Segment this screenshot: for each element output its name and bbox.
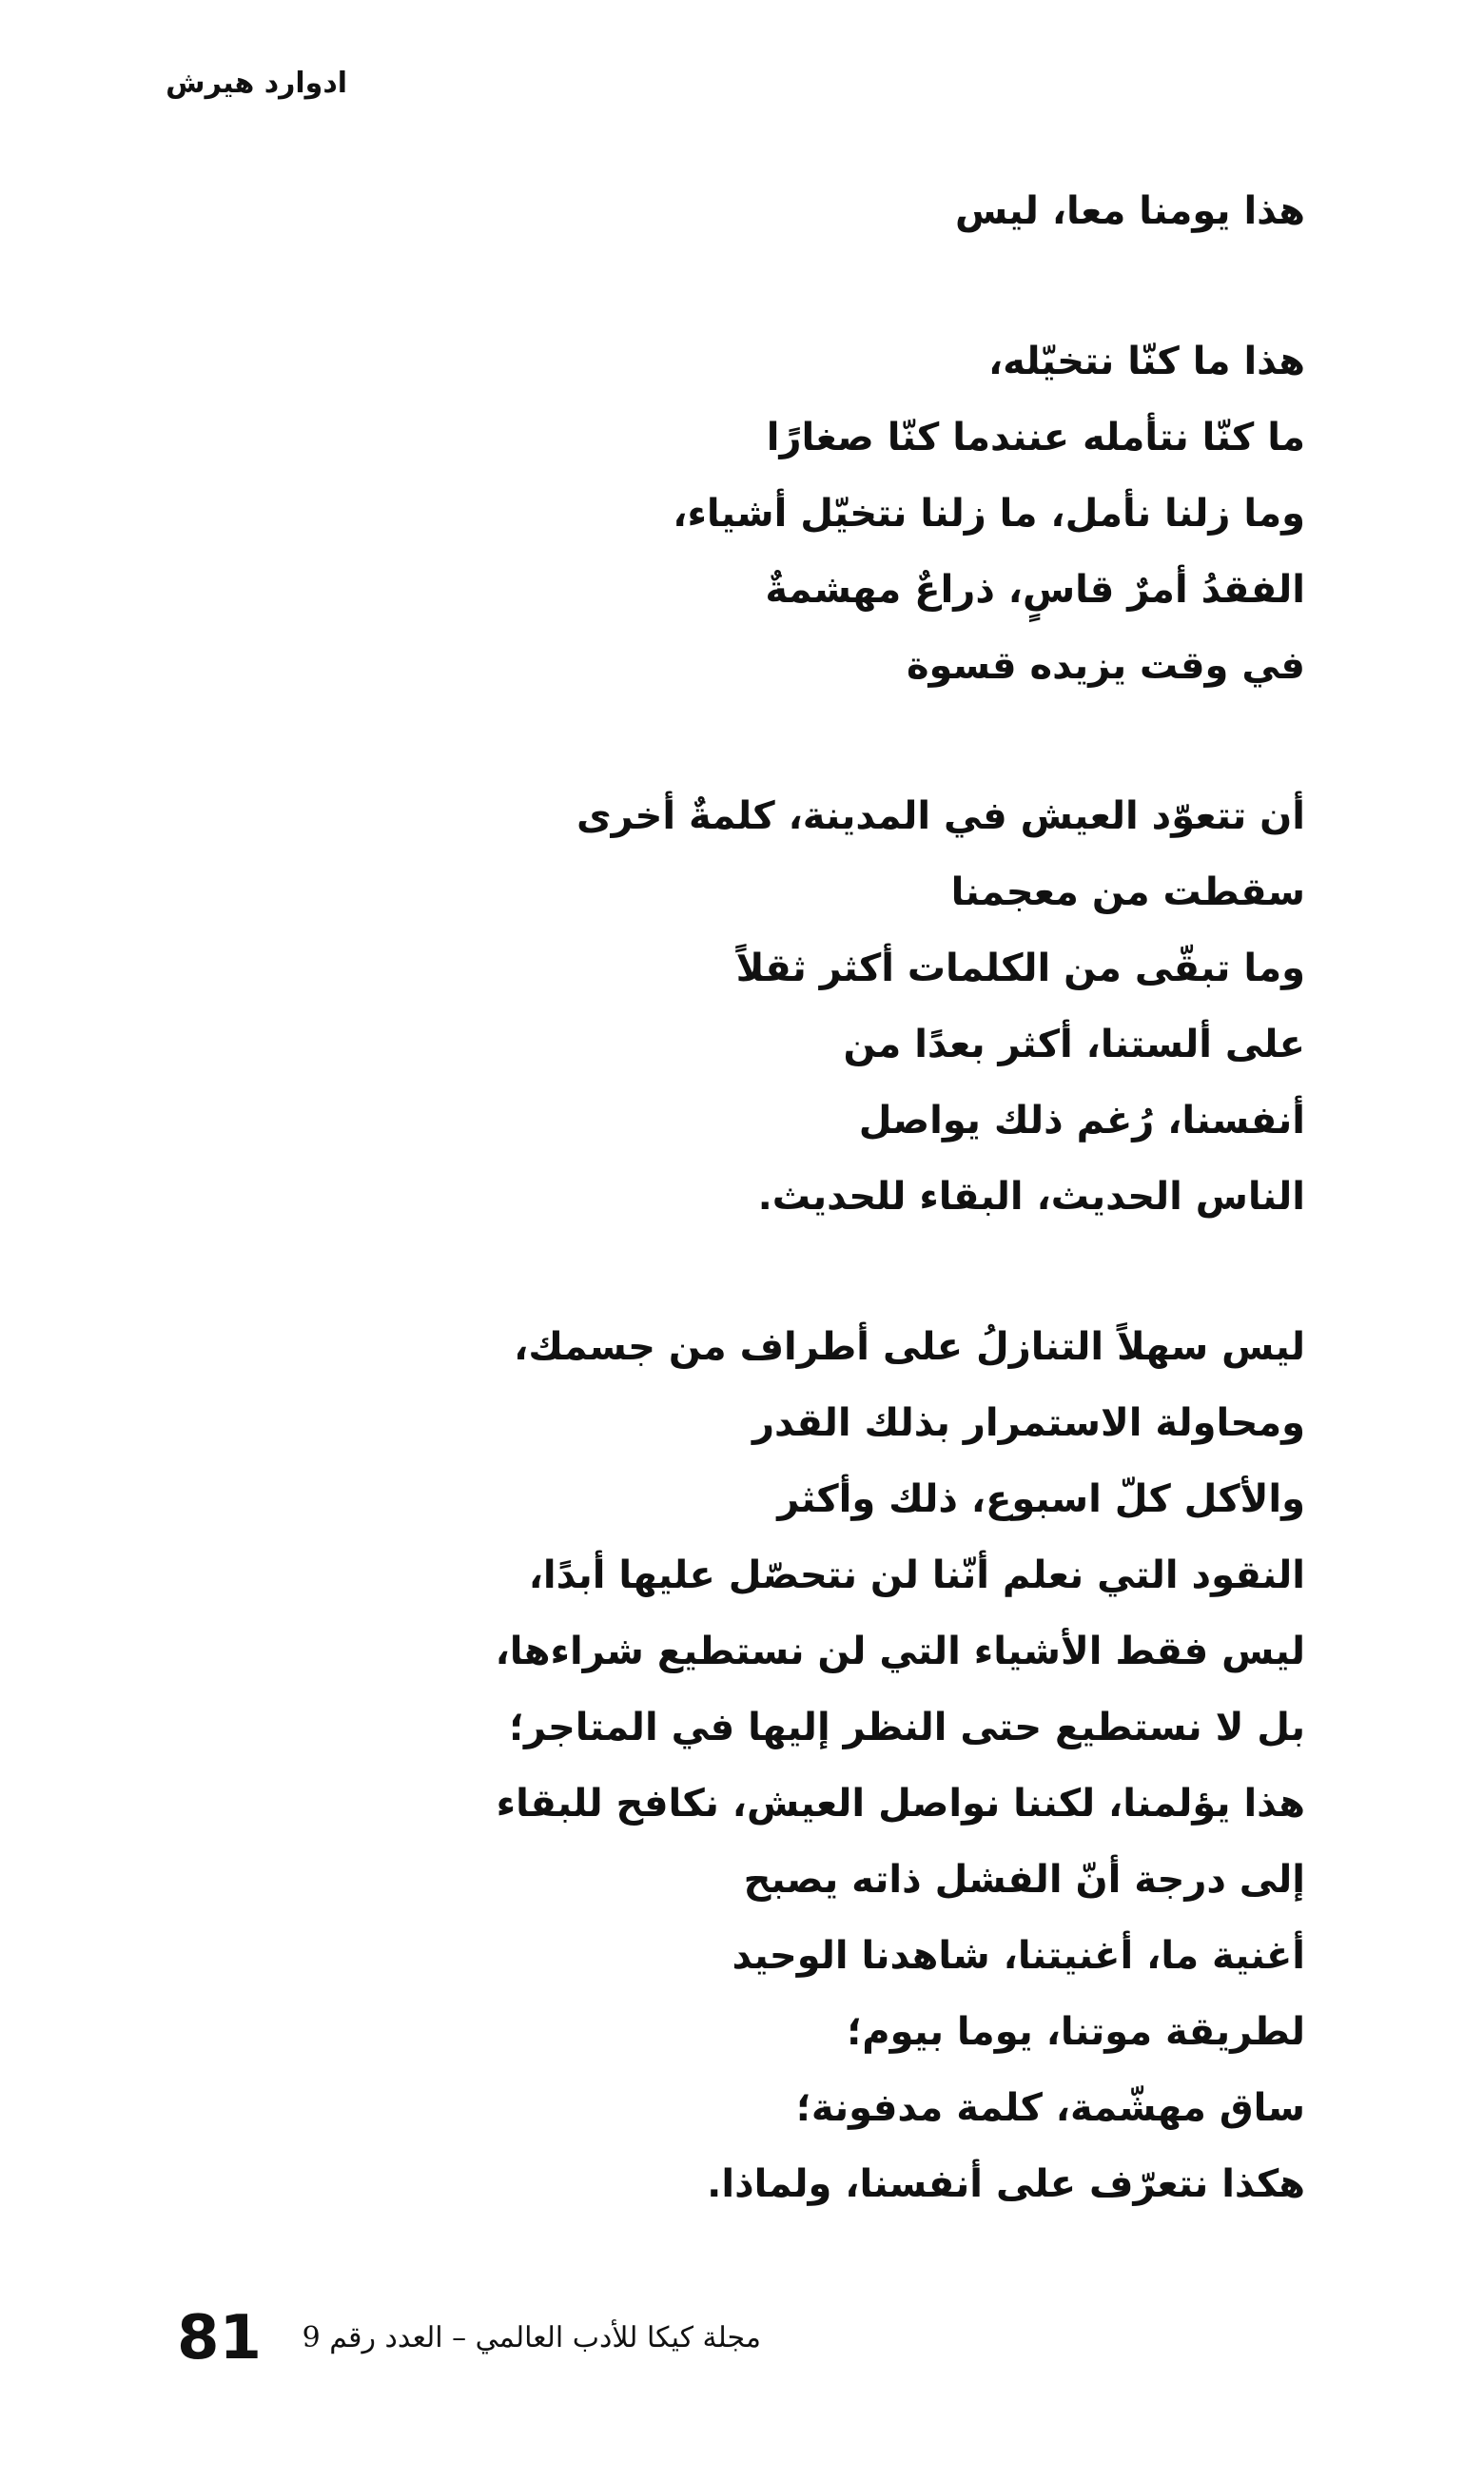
poem-line: إلى درجة أنّ الفشل ذاته يصبح bbox=[743, 1858, 1305, 1902]
poem-stanza-1 bbox=[496, 173, 1305, 249]
poem-line: ما كنّا نتأمله عنندما كنّا صغارًا bbox=[766, 416, 1305, 459]
poem bbox=[496, 173, 1305, 2222]
author-name: ادوارد هيرش bbox=[166, 67, 347, 100]
page-number: 81 bbox=[177, 2303, 263, 2374]
poem-line: النقود التي نعلم أنّنا لن نتحصّل عليها أبدًا، bbox=[528, 1553, 1305, 1597]
poem-line: هكذا نتعرّف على أنفسنا، ولماذا. bbox=[707, 2162, 1305, 2206]
poem-line: أغنية ما، أغنيتنا، شاهدنا الوحيد bbox=[732, 1934, 1305, 1978]
poem-line: هذا ما كنّا نتخيّله، bbox=[987, 340, 1305, 383]
poem-stanza-2 bbox=[496, 323, 1305, 704]
stanza-gap bbox=[496, 1235, 1305, 1309]
poem-line: هذا يومنا معا، ليس bbox=[955, 189, 1305, 233]
poem-line: الفقدُ أمرٌ قاسٍ، ذراعٌ مهشمةٌ bbox=[765, 568, 1305, 612]
poem-line: سقطت من معجمنا bbox=[950, 870, 1305, 914]
poem-line: ساق مهشّمة، كلمة مدفونة؛ bbox=[795, 2086, 1305, 2130]
poem-line: لطريقة موتنا، يوما بيوم؛ bbox=[847, 2010, 1305, 2054]
poem-line: بل لا نستطيع حتى النظر إليها في المتاجر؛ bbox=[509, 1706, 1305, 1749]
poem-line: وما زلنا نأمل، ما زلنا نتخيّل أشياء، bbox=[673, 492, 1305, 536]
poem-line: أن تتعوّد العيش في المدينة، كلمةٌ أخرى bbox=[576, 794, 1305, 838]
journal-title: مجلة كيكا للأدب العالمي – العدد رقم 9 bbox=[302, 2321, 761, 2354]
poem-line: على ألستنا، أكثر بعدًا من bbox=[843, 1023, 1305, 1066]
poem-line: وما تبقّى من الكلمات أكثر ثقلاً bbox=[735, 947, 1305, 990]
stanza-gap bbox=[496, 249, 1305, 323]
poem-stanza-4 bbox=[496, 1309, 1305, 2222]
poem-line: هذا يؤلمنا، لكننا نواصل العيش، نكافح للبقاء bbox=[496, 1782, 1305, 1826]
poem-line: في وقت يزيده قسوة bbox=[906, 644, 1305, 688]
poem-stanza-3 bbox=[496, 778, 1305, 1235]
page-footer bbox=[0, 2300, 1484, 2376]
poem-line: أنفسنا، رُغم ذلك يواصل bbox=[858, 1099, 1305, 1143]
poem-line: والأكل كلّ اسبوع، ذلك وأكثر bbox=[777, 1477, 1305, 1521]
poem-line: ومحاولة الاستمرار بذلك القدر bbox=[752, 1401, 1305, 1445]
poem-line: ليس فقط الأشياء التي لن نستطيع شراءها، bbox=[495, 1630, 1305, 1673]
poem-line: الناس الحديث، البقاء للحديث. bbox=[757, 1175, 1305, 1219]
stanza-gap bbox=[496, 704, 1305, 778]
poem-line: ليس سهلاً التنازلُ على أطراف من جسمك، bbox=[514, 1325, 1305, 1369]
